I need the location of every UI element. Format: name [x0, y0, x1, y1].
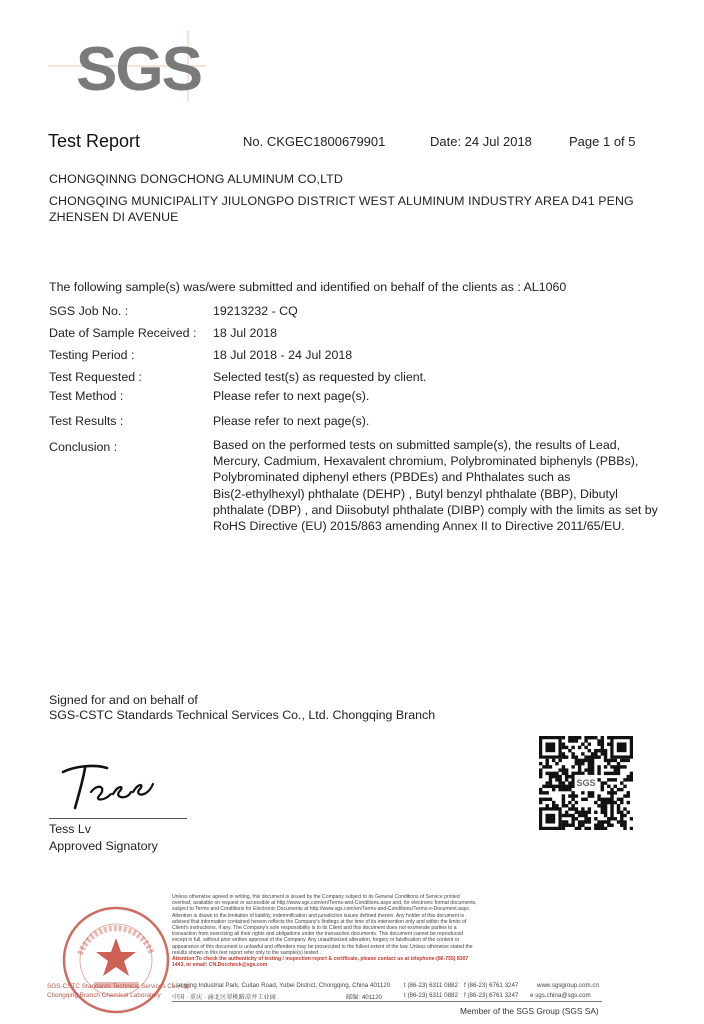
- report-title: Test Report: [48, 131, 141, 151]
- page-indicator: Page 1 of 5: [569, 134, 636, 149]
- terms-line: transaction from exercising all their rights and obligations under the transaction documents. This document cannot be reproduced: [172, 931, 463, 938]
- client-name: CHONGQINNG DONGCHONG ALUMINUM CO,LTD: [49, 172, 343, 186]
- terms-line: advised that information contained hereon reflects the Company's findings at the time of its intervention only and within the limits of: [172, 918, 467, 925]
- web-en: www.sgsgroup.com.cn: [537, 982, 599, 989]
- field-value-results: Please refer to next page(s).: [213, 414, 370, 428]
- terms-line: subject to Terms and Conditions for Electronic Documents at http://www.sgs.com/en/Terms-and-Conditions/Terms-e-Document.aspx.: [172, 906, 471, 913]
- field-value-method: Please refer to next page(s).: [213, 389, 370, 403]
- report-date: Date: 24 Jul 2018: [430, 134, 532, 149]
- fax-cn: f (86-23) 6761 3247: [464, 992, 519, 999]
- footer-divider: [172, 1001, 602, 1002]
- conclusion-text: [213, 437, 663, 534]
- qr-code-icon: [539, 736, 633, 830]
- report-number: No. CKGEC1800679901: [243, 134, 386, 149]
- signatory-role: Approved Signatory: [49, 839, 158, 853]
- conclusion-line: Bis(2-ethylhexyl) phthalate (DEHP) , Butyl benzyl phthalate (BBP), Dibutyl: [213, 486, 618, 501]
- field-label-method: Test Method :: [49, 389, 124, 403]
- field-value-requested: Selected test(s) as requested by client.: [213, 370, 427, 384]
- conclusion-line: Mercury, Cadmium, Hexavalent chromium, Polybrominated biphenyls (PBBs),: [213, 454, 639, 469]
- address-cn: 中国 · 重庆 · 渝北区翠桃路凉井工业园: [172, 994, 276, 1001]
- field-label-results: Test Results :: [49, 414, 124, 428]
- field-value-job: 19213232 - CQ: [213, 304, 298, 318]
- signed-line2: SGS-CSTC Standards Technical Services Co., Ltd. Chongqing Branch: [49, 708, 436, 722]
- terms-line: overleaf, available on request or accessible at http://www.sgs.com/en/Terms-and-Conditions.aspx and, for electronic format documents,: [172, 900, 477, 907]
- tel-cn: t (86-23) 6311 0882: [404, 992, 458, 999]
- conclusion-line: RoHS Directive (EU) 2015/863 amending Annex II to Directive 2011/65/EU.: [213, 519, 625, 534]
- conclusion-line: Polybrominated diphenyl ethers (PBDEs) and Phthalates such as: [213, 470, 571, 485]
- attention-line: Attention:To check the authenticity of testing / inspection report & certificate, please contact us at telephone:(86-755) 8307: [172, 956, 469, 963]
- field-label-received: Date of Sample Received :: [49, 326, 197, 340]
- logo-text: SGS: [76, 35, 201, 102]
- terms-line: results shown in this test report refer only to the sample(s) tested .: [172, 949, 321, 956]
- address-en: Liangjing Industrial Park, Cuitao Road, Yubei District, Chongqing, China 401120: [172, 982, 391, 989]
- client-address-line1: CHONGQING MUNICIPALITY JIULONGPO DISTRICT WEST ALUMINUM INDUSTRY AREA D41 PENG: [49, 194, 634, 208]
- intro-text: The following sample(s) was/were submitted and identified on behalf of the clients as : AL1060: [49, 280, 567, 294]
- client-address-line2: ZHENSEN DI AVENUE: [49, 210, 179, 224]
- email-cn: e sgs.china@sgs.com: [530, 992, 591, 999]
- field-label-period: Testing Period :: [49, 348, 135, 362]
- terms-text: [172, 894, 600, 968]
- field-label-job: SGS Job No. :: [49, 304, 129, 318]
- stamp-lab: Chongqing Branch Chemical Laboratory: [47, 992, 161, 999]
- red-seal-stamp: [60, 904, 172, 1016]
- signature-line: [49, 818, 187, 819]
- conclusion-line: phthalate (DBP) , and Diisobutyl phthalate (DIBP) comply with the limits as set by: [213, 502, 658, 517]
- stamp-company: SGS-CSTC Standards Technical Services Co., Ltd.: [47, 983, 192, 990]
- qr-center-text: SGS: [576, 778, 596, 789]
- postcode-cn: 邮编: 401120: [346, 994, 383, 1001]
- signatory-name: Tess Lv: [49, 822, 92, 836]
- signed-line1: Signed for and on behalf of: [49, 693, 198, 707]
- handwritten-signature: [55, 758, 165, 814]
- field-label-conclusion: Conclusion :: [49, 440, 118, 454]
- field-label-requested: Test Requested :: [49, 370, 142, 384]
- field-value-received: 18 Jul 2018: [213, 326, 278, 340]
- terms-line: Attention is drawn to the limitation of liability, indemnification and jurisdiction issues defined therein. Any holder of this document is: [172, 912, 465, 919]
- terms-line: except in full, without prior written approval of the Company. Any unauthorized alteration, forgery or falsification of the content or: [172, 937, 460, 944]
- terms-line: Client's instructions, if any. The Company's sole responsibility is to its Client and this document does not exonerate parties to a: [172, 925, 457, 932]
- member-text: Member of the SGS Group (SGS SA): [460, 1006, 599, 1016]
- field-value-period: 18 Jul 2018 - 24 Jul 2018: [213, 348, 353, 362]
- tel-en: t (86-23) 6311 0882: [404, 982, 458, 989]
- terms-line: Unless otherwise agreed in writing, this document is issued by the Company subject to its General Conditions of Service printed: [172, 894, 460, 900]
- terms-line: appearance of this document is unlawful and offenders may be prosecuted to the fullest extent of the law. Unless otherwise stated the: [172, 943, 473, 950]
- conclusion-line: Based on the performed tests on submitted sample(s), the results of Lead,: [213, 438, 621, 452]
- fax-en: f (86-23) 6761 3247: [464, 982, 519, 989]
- attention-line: 1443, or email: CN.Doccheck@sgs.com: [172, 962, 268, 969]
- sgs-logo: [48, 30, 206, 102]
